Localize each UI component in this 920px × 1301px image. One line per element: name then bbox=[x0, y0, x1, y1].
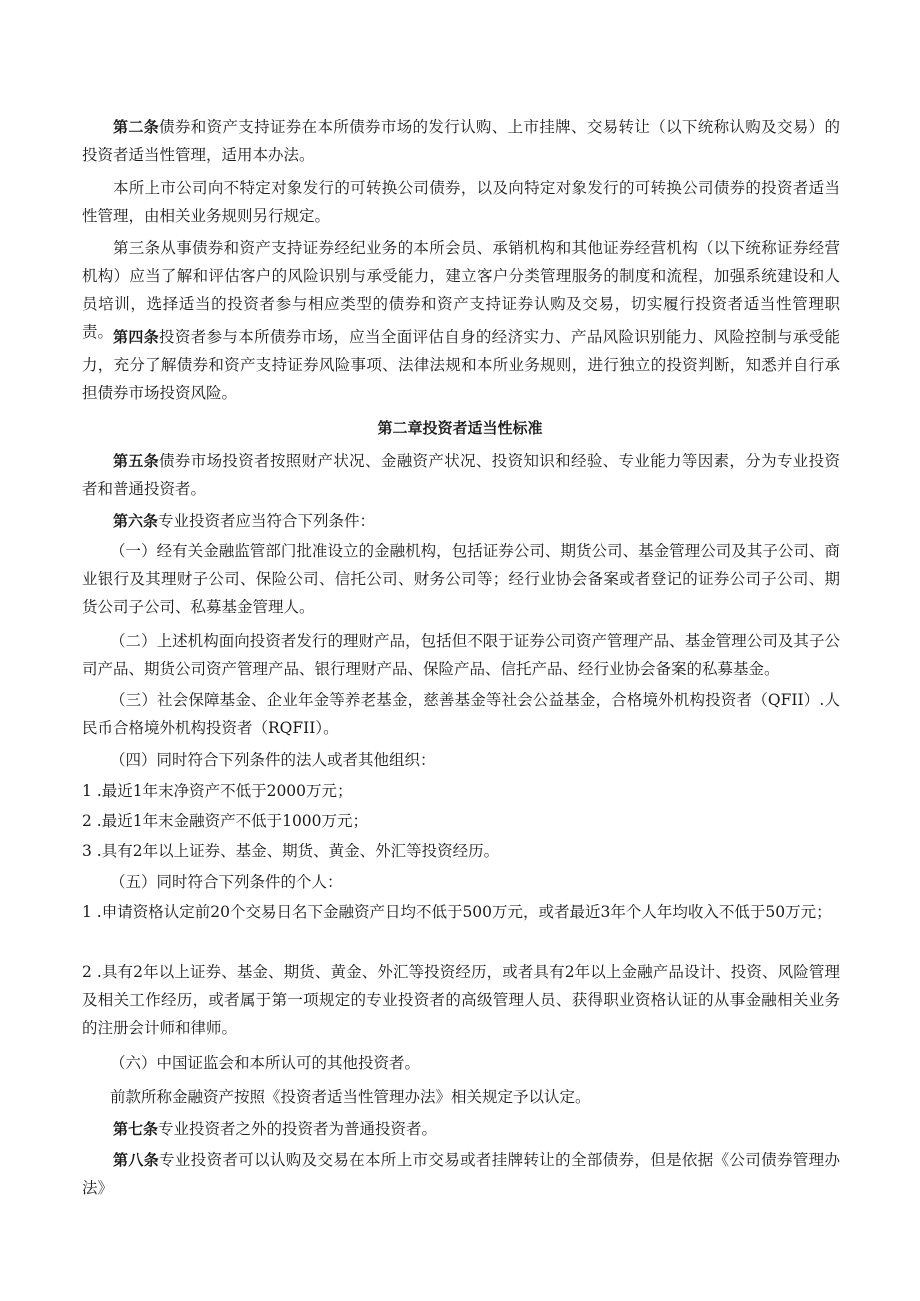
article-2-label: 第二条 bbox=[113, 118, 160, 136]
article-2-text: 债券和资产支持证券在本所债券市场的发行认购、上市挂牌、交易转让（以下统称认购及交易）的投资者适当性管理，适用本办法。 bbox=[82, 118, 840, 164]
article-2-paragraph-2: 本所上市公司向不特定对象发行的可转换公司债券，以及向特定对象发行的可转换公司债券的投资者适当性管理，由相关业务规则另行规定。 bbox=[82, 179, 840, 225]
condition-4: （四）同时符合下列条件的法人或者其他组织： bbox=[110, 751, 436, 769]
condition-5: （五）同时符合下列条件的个人： bbox=[110, 873, 343, 891]
article-4-text: 投资者参与本所债券市场，应当全面评估自身的经济实力、产品风险识别能力、风险控制与承受能力，充分了解债券和资产支持证券风险事项、法律法规和本所业务规则，进行独立的投资判断，知悉并自行承担债券市场投资风险。 bbox=[82, 328, 840, 402]
article-8-label: 第八条 bbox=[113, 1151, 160, 1169]
article-8 bbox=[82, 1146, 840, 1202]
article-4 bbox=[82, 323, 840, 407]
condition-5-sub-2: 2 .具有2年以上证券、基金、期货、黄金、外汇等投资经历，或者具有2年以上金融产品设计、投资、风险管理及相关工作经历，或者属于第一项规定的专业投资者的高级管理人员、获得职业资格认证的从事金融相关业务的注册会计师和律师。 bbox=[82, 963, 840, 1037]
condition-4-sub-2: 2 .最近1年末金融资产不低于1000万元； bbox=[82, 812, 369, 830]
article-5-label: 第五条 bbox=[113, 452, 160, 470]
condition-1: （一）经有关金融监管部门批准设立的金融机构，包括证券公司、期货公司、基金管理公司及其子公司、商业银行及其理财子公司、保险公司、信托公司、财务公司等；经行业协会备案或者登记的证券公司子公司、期货公司子公司、私募基金管理人。 bbox=[82, 542, 840, 616]
condition-3: （三）社会保障基金、企业年金等养老基金，慈善基金等社会公益基金，合格境外机构投资者（QFII）.人民币合格境外机构投资者（RQFII）。 bbox=[82, 691, 840, 737]
article-6-text: 专业投资者应当符合下列条件： bbox=[158, 512, 376, 530]
condition-6: （六）中国证监会和本所认可的其他投资者。 bbox=[110, 1054, 421, 1072]
article-7 bbox=[82, 1115, 840, 1143]
article-7-text: 专业投资者之外的投资者为普通投资者。 bbox=[158, 1120, 438, 1138]
article-7-label: 第七条 bbox=[113, 1120, 159, 1138]
condition-5-sub-1: 1 .申请资格认定前20个交易日名下金融资产日均不低于500万元，或者最近3年个人年均收入不低于50万元； bbox=[82, 903, 832, 921]
article-5 bbox=[82, 447, 840, 503]
article-6-label: 第六条 bbox=[113, 512, 159, 530]
condition-2: （二）上述机构面向投资者发行的理财产品，包括但不限于证券公司资产管理产品、基金管理公司及其子公司产品、期货公司资产管理产品、银行理财产品、保险产品、信托产品、经行业协会备案的私募基金。 bbox=[82, 632, 840, 678]
condition-4-sub-1: 1 .最近1年末净资产不低于2000万元； bbox=[82, 782, 353, 800]
chapter-heading: 第二章投资者适当性标准 bbox=[377, 419, 543, 437]
article-5-text: 债券市场投资者按照财产状况、金融资产状况、投资知识和经验、专业能力等因素，分为专业投资者和普通投资者。 bbox=[82, 452, 840, 498]
article-3: 第三条从事债券和资产支持证券经纪业务的本所会员、承销机构和其他证券经营机构（以下统称证券经营机构）应当了解和评估客户的风险识别与承受能力，建立客户分类管理服务的制度和流程，加强系统建设和人员培训，选择适当的投资者参与相应类型的债券和资产支持证券认购及交易，切实履行投资者适当性管理职责。 bbox=[82, 239, 840, 341]
article-2 bbox=[82, 113, 840, 169]
article-4-label: 第四条 bbox=[113, 328, 160, 346]
financial-assets-note: 前款所称金融资产按照《投资者适当性管理办法》相关规定予以认定。 bbox=[110, 1088, 591, 1106]
condition-4-sub-3: 3 .具有2年以上证券、基金、期货、黄金、外汇等投资经历。 bbox=[82, 842, 500, 860]
article-6 bbox=[82, 507, 840, 535]
article-8-text: 专业投资者可以认购及交易在本所上市交易或者挂牌转让的全部债券，但是依据《公司债券管理办法》 bbox=[82, 1151, 840, 1197]
